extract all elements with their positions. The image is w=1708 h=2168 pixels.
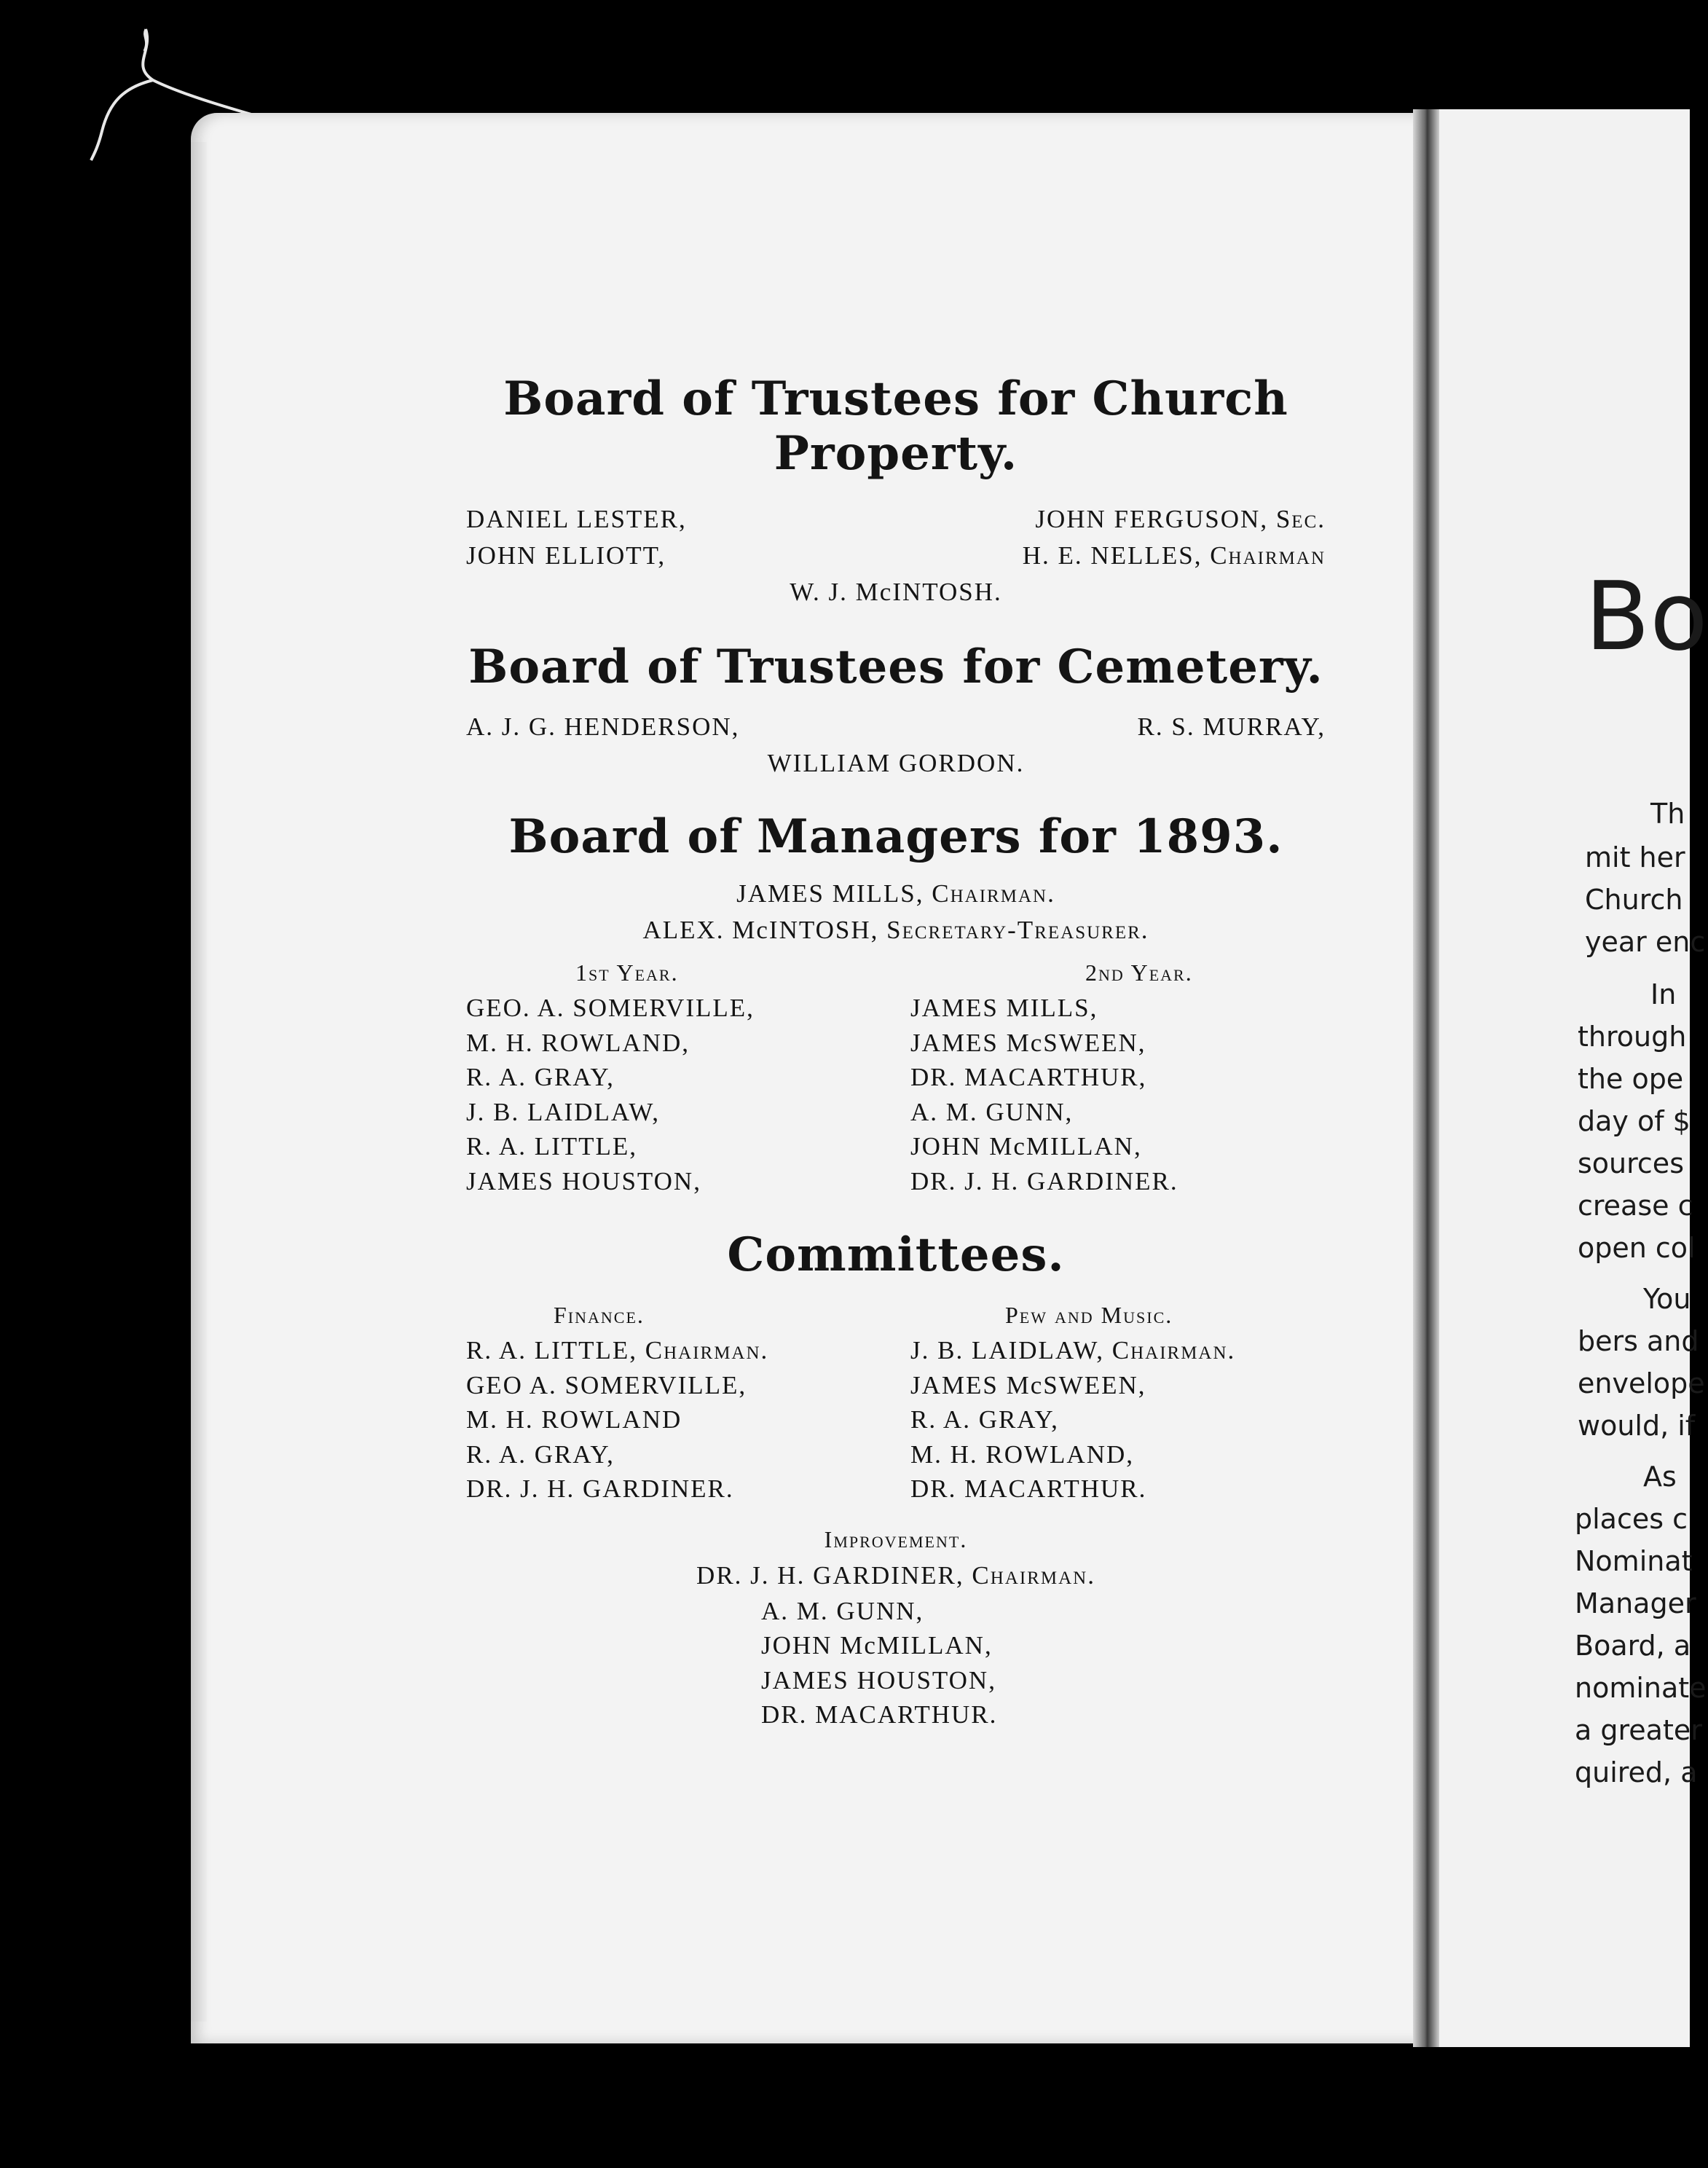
first-year-column	[466, 954, 881, 1198]
trustee-role: Chairman	[1210, 541, 1326, 570]
text-fragment: day of $	[1578, 1105, 1691, 1137]
second-year-column	[881, 954, 1326, 1198]
committee-member: M. H. ROWLAND,	[910, 1440, 1135, 1469]
text-fragment: year enc	[1585, 926, 1706, 958]
text-fragment: crease c	[1578, 1190, 1693, 1222]
committee-role: Chairman.	[972, 1560, 1095, 1590]
text-fragment: open col	[1578, 1232, 1696, 1264]
committee-member: GEO A. SOMERVILLE,	[466, 1370, 747, 1399]
trustee-name: H. E. NELLES,	[1022, 541, 1203, 570]
trustee-name: JOHN FERGUSON,	[1035, 505, 1269, 533]
manager-name: GEO. A. SOMERVILLE,	[466, 994, 755, 1022]
first-year-label: 1st Year.	[575, 959, 679, 986]
manager-name: ALEX. McINTOSH,	[642, 916, 879, 944]
trustee-name: A. J. G. HENDERSON,	[466, 712, 740, 741]
text-fragment: nominate	[1575, 1672, 1707, 1704]
committee-member: R. A. LITTLE,	[466, 1336, 637, 1364]
text-fragment: mit her	[1585, 841, 1685, 873]
improvement-label: Improvement.	[824, 1525, 968, 1552]
text-fragment: Board, a	[1575, 1630, 1691, 1662]
trustee-name: R. S. MURRAY,	[1137, 712, 1326, 741]
trustee-name: WILLIAM GORDON.	[767, 749, 1025, 777]
trustee-role: Sec.	[1275, 505, 1326, 533]
committee-member: JOHN McMILLAN,	[761, 1631, 993, 1660]
text-fragment: the ope	[1578, 1063, 1684, 1095]
text-fragment: Th	[1650, 798, 1685, 830]
right-page	[1439, 109, 1708, 2047]
text-fragment: bers and	[1578, 1325, 1699, 1357]
text-fragment: In	[1650, 978, 1677, 1010]
manager-role: Secretary-Treasurer.	[886, 916, 1149, 944]
committee-member: DR. MACARTHUR.	[910, 1474, 1147, 1503]
manager-name: JAMES MILLS,	[736, 879, 924, 908]
text-fragment: a greater	[1575, 1714, 1702, 1746]
text-fragment: Nominat	[1575, 1545, 1693, 1577]
improvement-chairman	[466, 1558, 1326, 1594]
committee-member: R. A. GRAY,	[466, 1440, 615, 1469]
managers-chairman	[466, 876, 1326, 912]
manager-name: R. A. GRAY,	[466, 1063, 615, 1091]
committee-role: Chairman.	[645, 1336, 769, 1364]
church-property-row	[466, 501, 1326, 538]
trustee-name: JOHN ELLIOTT,	[466, 541, 666, 570]
committee-member: DR. MACARTHUR.	[761, 1700, 998, 1729]
manager-name: R. A. LITTLE,	[466, 1132, 637, 1160]
manager-name: J. B. LAIDLAW,	[466, 1097, 660, 1126]
committee-member: A. M. GUNN,	[761, 1596, 924, 1625]
church-property-heading: Board of Trustees for Church Property.	[503, 372, 1288, 481]
trustee-name: DANIEL LESTER,	[466, 505, 687, 533]
manager-name: DR. MACARTHUR,	[910, 1063, 1147, 1091]
manager-name: JAMES HOUSTON,	[466, 1166, 701, 1195]
book-gutter	[1413, 109, 1439, 2047]
manager-name: JAMES McSWEEN,	[910, 1028, 1146, 1057]
text-fragment: Church	[1585, 884, 1683, 916]
committees-columns	[466, 1297, 1326, 1507]
committee-role: Chairman.	[1111, 1336, 1236, 1364]
manager-name: JOHN McMILLAN,	[910, 1132, 1142, 1160]
text-fragment: sources	[1578, 1147, 1684, 1179]
text-fragment: envelope	[1578, 1367, 1705, 1399]
text-fragment: As	[1643, 1461, 1677, 1493]
committees-heading: Committees.	[727, 1228, 1065, 1282]
text-fragment: Manager	[1575, 1587, 1696, 1619]
committee-member: JAMES HOUSTON,	[761, 1665, 996, 1694]
manager-role: Chairman.	[932, 879, 1055, 908]
page-edge	[191, 142, 207, 2022]
managers-secretary	[466, 912, 1326, 948]
second-year-label: 2nd Year.	[1085, 959, 1193, 986]
managers-heading: Board of Managers for 1893.	[508, 809, 1283, 864]
pew-music-label: Pew and Music.	[1005, 1302, 1173, 1328]
cemetery-row	[466, 709, 1326, 745]
committee-member: JAMES McSWEEN,	[910, 1370, 1146, 1399]
committee-member: J. B. LAIDLAW,	[910, 1336, 1104, 1364]
right-page-title-fragment: Bo	[1585, 561, 1708, 672]
manager-name: JAMES MILLS,	[910, 994, 1098, 1022]
manager-name: DR. J. H. GARDINER.	[910, 1166, 1178, 1195]
committee-member: R. A. GRAY,	[910, 1405, 1059, 1434]
cemetery-heading: Board of Trustees for Cemetery.	[468, 640, 1323, 694]
pew-music-committee	[881, 1297, 1326, 1507]
finance-committee	[466, 1297, 881, 1507]
finance-label: Finance.	[554, 1302, 645, 1328]
left-page-content	[466, 372, 1326, 1732]
text-fragment: You	[1643, 1283, 1691, 1315]
church-property-row	[466, 538, 1326, 574]
committee-member: DR. J. H. GARDINER.	[466, 1474, 734, 1503]
text-fragment: places c	[1575, 1503, 1688, 1535]
trustee-name: W. J. McINTOSH.	[790, 578, 1002, 606]
committee-member: DR. J. H. GARDINER,	[696, 1560, 964, 1590]
manager-name: M. H. ROWLAND,	[466, 1028, 690, 1057]
managers-years	[466, 954, 1326, 1198]
manager-name: A. M. GUNN,	[910, 1097, 1074, 1126]
text-fragment: would, if	[1578, 1410, 1696, 1442]
text-fragment: through	[1578, 1021, 1687, 1053]
text-fragment: quired, a	[1575, 1756, 1698, 1788]
committee-member: M. H. ROWLAND	[466, 1405, 682, 1434]
